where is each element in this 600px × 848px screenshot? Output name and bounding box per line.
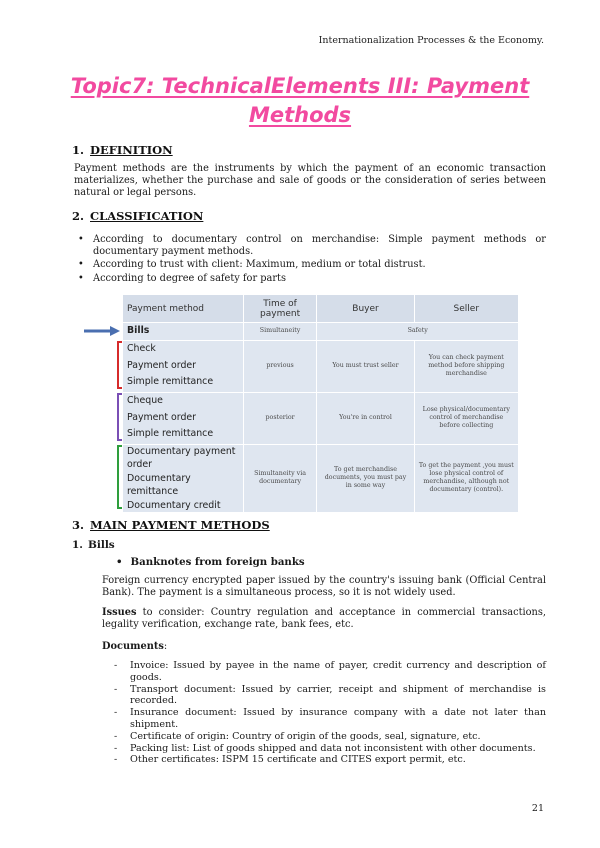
subsection-number: 1. bbox=[72, 539, 83, 551]
table-row-bills bbox=[123, 323, 519, 341]
table-header-row bbox=[123, 295, 519, 323]
subsection-title: Bills bbox=[87, 539, 115, 551]
method-item: Simple remittance bbox=[127, 428, 214, 440]
bills-paragraph: Foreign currency encrypted paper issued by the country's issuing bank (Official Central Bank). The payment is a simultaneous process, so it is not widely used. bbox=[102, 575, 546, 599]
seller-cell: To get the payment ,you must lose physical control of merchandise, although not documentary (control). bbox=[414, 444, 518, 513]
documents-label: Documents bbox=[102, 641, 164, 652]
issues-text: to consider: Country regulation and acceptance in commercial transactions, legality verification, exchange rate, bank fees, etc. bbox=[102, 607, 546, 631]
documents-heading bbox=[102, 641, 167, 652]
col-header-seller: Seller bbox=[414, 295, 518, 323]
method-item: Documentary credit bbox=[127, 499, 221, 511]
payment-methods-table-figure bbox=[80, 294, 520, 512]
method-item: Documentary remittance bbox=[127, 472, 191, 497]
bullet-banknotes: • Banknotes from foreign banks bbox=[116, 556, 305, 568]
page-number: 21 bbox=[531, 803, 544, 814]
method-cell bbox=[123, 340, 244, 392]
seller-cell: You can check payment method before shipping merchandise bbox=[414, 340, 518, 392]
method-item: Payment order bbox=[127, 359, 197, 371]
table-row-group bbox=[123, 444, 519, 513]
time-cell: Simultaneity via documentary bbox=[243, 444, 317, 513]
safety-cell: Safety bbox=[317, 323, 519, 341]
issues-paragraph bbox=[102, 607, 546, 631]
subsection-heading-bills bbox=[72, 539, 115, 551]
running-header: Internationalization Processes & the Economy. bbox=[318, 35, 544, 46]
section-number: 2. bbox=[72, 209, 85, 223]
section-heading-main bbox=[72, 518, 270, 532]
method-cell bbox=[123, 392, 244, 444]
list-item: - Other certificates: ISPM 15 certificate and CITES export permit, etc. bbox=[116, 754, 546, 766]
method-item: Check bbox=[127, 343, 156, 355]
col-header-buyer: Buyer bbox=[317, 295, 414, 323]
section-heading-classification bbox=[72, 209, 203, 223]
documents-colon: : bbox=[163, 641, 168, 652]
arrow-right-icon bbox=[82, 323, 122, 339]
method-cell: Bills bbox=[123, 323, 244, 341]
definition-paragraph: Payment methods are the instruments by which the payment of an economic transaction materializes, whether the purchase and sale of goods or the consideration of series between natural or legal persons. bbox=[74, 163, 546, 199]
list-item: • According to trust with client: Maximum, medium or total distrust. bbox=[78, 259, 546, 271]
method-item: Payment order bbox=[127, 411, 197, 423]
payment-methods-table bbox=[122, 294, 519, 513]
list-item: - Invoice: Issued by payee in the name of payer, credit currency and description of goods. bbox=[116, 660, 546, 684]
time-cell: Simultaneity bbox=[243, 323, 317, 341]
list-item: - Transport document: Issued by carrier, receipt and shipment of merchandise is recorded. bbox=[116, 684, 546, 708]
classification-list bbox=[78, 234, 546, 286]
section-title: DEFINITION bbox=[90, 143, 173, 157]
time-cell: posterior bbox=[243, 392, 317, 444]
time-cell: previous bbox=[243, 340, 317, 392]
method-item: Simple remittance bbox=[127, 376, 214, 388]
method-cell bbox=[123, 444, 244, 513]
table-row-group bbox=[123, 392, 519, 444]
buyer-cell: You must trust seller bbox=[317, 340, 414, 392]
section-number: 1. bbox=[72, 143, 85, 157]
method-item: Documentary payment order bbox=[127, 445, 236, 470]
buyer-cell: To get merchandise documents, you must pay in some way bbox=[317, 444, 414, 513]
list-item: • According to degree of safety for parts bbox=[78, 273, 546, 285]
table-row-group bbox=[123, 340, 519, 392]
method-item: Cheque bbox=[127, 395, 163, 407]
page-title: Topic7: TechnicalElements III: Payment Methods bbox=[70, 74, 530, 127]
issues-label: Issues bbox=[102, 607, 137, 618]
list-item: • According to documentary control on merchandise: Simple payment methods or documentary payment methods. bbox=[78, 234, 546, 258]
list-item: - Packing list: List of goods shipped and data not inconsistent with other documents. bbox=[116, 743, 546, 755]
list-item: - Certificate of origin: Country of origin of the goods, seal, signature, etc. bbox=[116, 731, 546, 743]
section-heading-definition bbox=[72, 143, 173, 157]
list-item: - Insurance document: Issued by insurance company with a date not later than shipment. bbox=[116, 707, 546, 731]
documents-list bbox=[116, 660, 546, 766]
col-header-time: Time of payment bbox=[243, 295, 317, 323]
section-title: MAIN PAYMENT METHODS bbox=[90, 518, 270, 532]
buyer-cell: You're in control bbox=[317, 392, 414, 444]
section-number: 3. bbox=[72, 518, 85, 532]
section-title: CLASSIFICATION bbox=[90, 209, 204, 223]
col-header-method: Payment method bbox=[123, 295, 244, 323]
seller-cell: Lose physical/documentary control of merchandise before collecting bbox=[414, 392, 518, 444]
